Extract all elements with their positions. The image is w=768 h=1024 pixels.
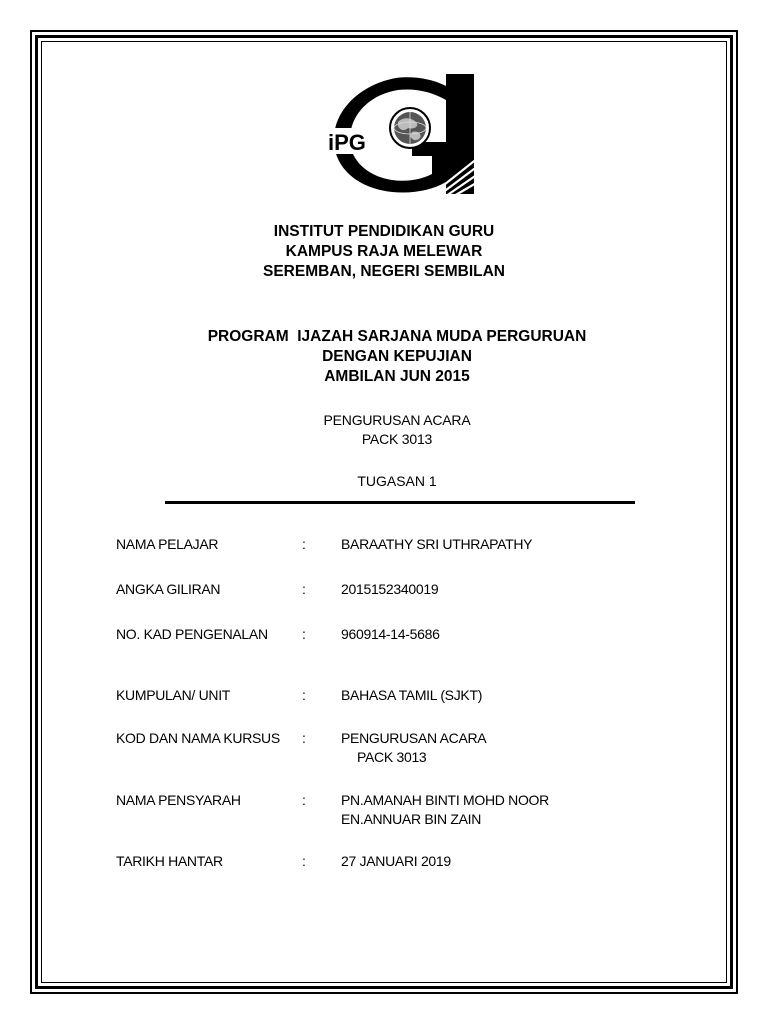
program-line-2: DENGAN KEPUJIAN [322, 348, 472, 365]
institution-line-3: SEREMBAN, NEGERI SEMBILAN [263, 263, 505, 280]
field-value: BARAATHY SRI UTHRAPATHY [341, 536, 533, 552]
field-colon: : [302, 853, 306, 869]
field-value: PN.AMANAH BINTI MOHD NOOR [341, 792, 549, 808]
ipg-logo-icon [322, 70, 478, 198]
divider-line [165, 501, 635, 504]
field-value-line-2: EN.ANNUAR BIN ZAIN [341, 811, 482, 827]
field-colon: : [302, 687, 306, 703]
institution-header [0, 222, 768, 282]
field-value: 2015152340019 [341, 581, 439, 597]
field-label: NAMA PENSYARAH [116, 792, 241, 808]
field-colon: : [302, 581, 306, 597]
program-line-3: AMBILAN JUN 2015 [324, 368, 470, 385]
field-colon: : [302, 626, 306, 642]
field-value: 27 JANUARI 2019 [341, 853, 451, 869]
field-value: BAHASA TAMIL (SJKT) [341, 687, 483, 703]
field-label: TARIKH HANTAR [116, 853, 223, 869]
course-header [0, 411, 768, 449]
institution-line-2: KAMPUS RAJA MELEWAR [285, 243, 483, 260]
program-line-1: PROGRAM IJAZAH SARJANA MUDA PERGURUAN [207, 328, 587, 345]
field-label: NAMA PELAJAR [116, 536, 219, 552]
field-value: PENGURUSAN ACARA [341, 730, 487, 746]
field-colon: : [302, 792, 306, 808]
field-label: KOD DAN NAMA KURSUS [116, 730, 280, 746]
program-header [0, 327, 768, 387]
field-label: ANGKA GILIRAN [116, 581, 221, 597]
field-label: KUMPULAN/ UNIT [116, 687, 231, 703]
institution-line-1: INSTITUT PENDIDIKAN GURU [273, 223, 495, 240]
course-name: PENGURUSAN ACARA [323, 412, 471, 428]
task-title: TUGASAN 1 [357, 473, 437, 489]
logo-text: iPG [328, 130, 366, 155]
field-value-line-2: PACK 3013 [357, 749, 427, 765]
course-code: PACK 3013 [361, 431, 433, 447]
field-colon: : [302, 730, 306, 746]
field-value: 960914-14-5686 [341, 626, 440, 642]
field-label: NO. KAD PENGENALAN [116, 626, 268, 642]
field-colon: : [302, 536, 306, 552]
